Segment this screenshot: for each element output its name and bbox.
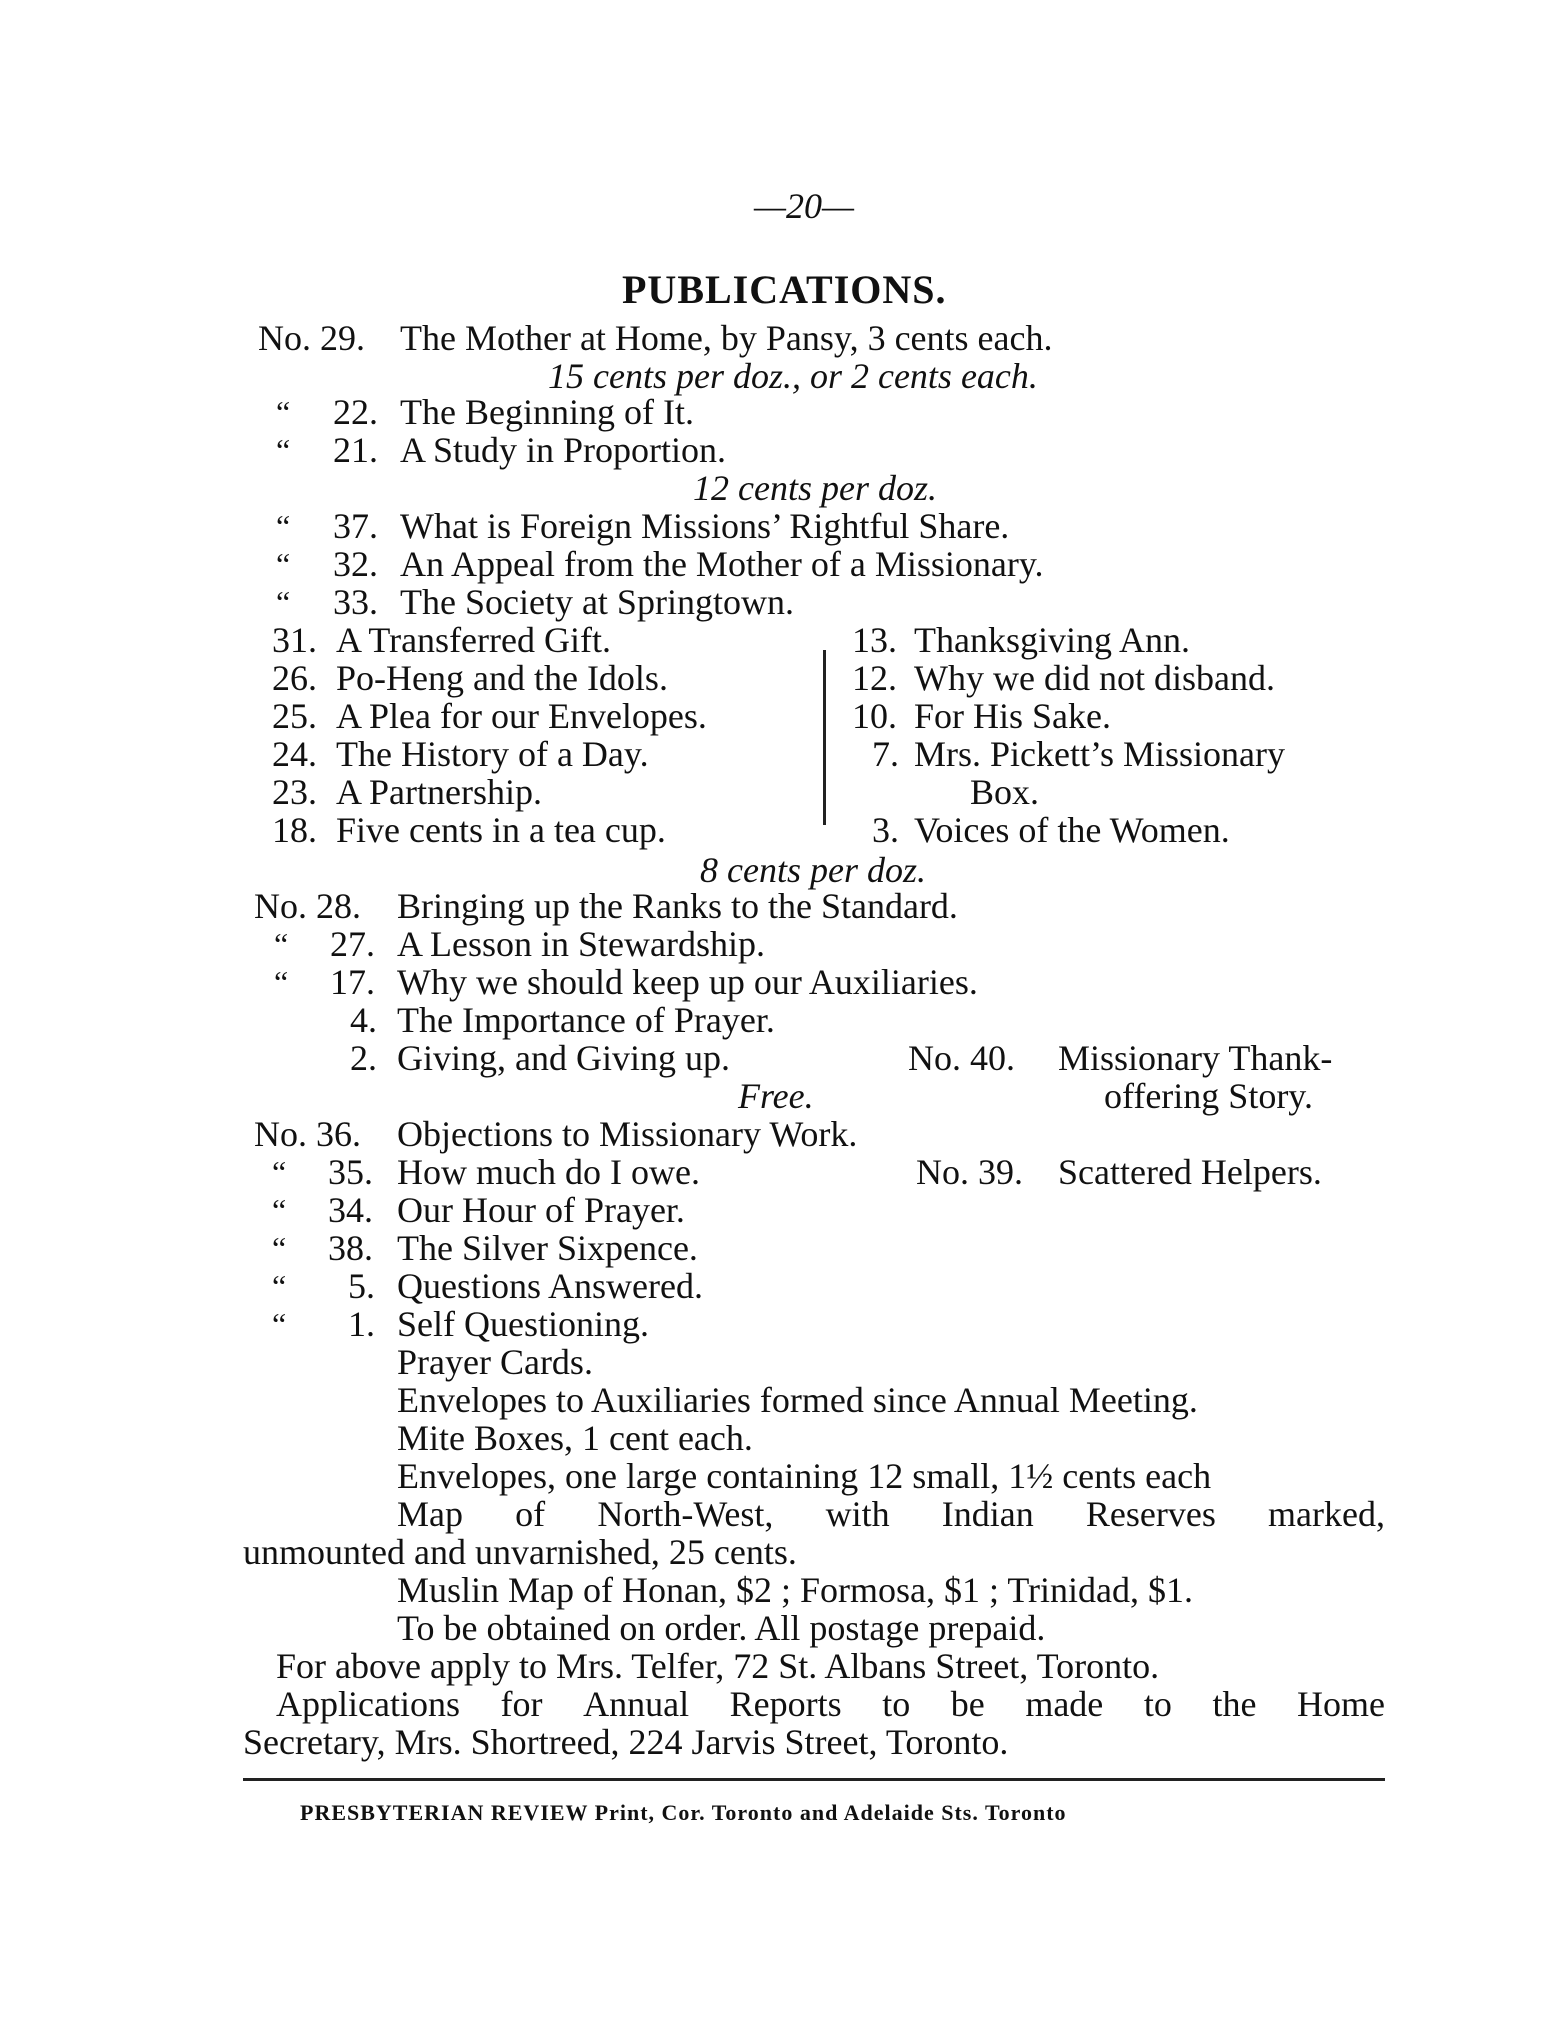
price-heading: 12 cents per doz. <box>693 468 937 508</box>
contact-line: For above apply to Mrs. Telfer, 72 St. Albans Street, Toronto. <box>276 1646 1160 1686</box>
list-item: 17. Why we should keep up our Auxiliaries. <box>330 962 978 1002</box>
list-item: 25. A Plea for our Envelopes. <box>272 696 707 736</box>
list-item: No. 40. Missionary Thank- <box>908 1038 1333 1078</box>
page-number: —20— <box>754 186 855 226</box>
contact-line: Secretary, Mrs. Shortreed, 224 Jarvis Street, Toronto. <box>243 1722 1009 1762</box>
list-item: 37. What is Foreign Missions’ Rightful Share. <box>333 506 1010 546</box>
misc-item: Mite Boxes, 1 cent each. <box>397 1418 753 1458</box>
ditto-mark: “ <box>272 1306 287 1342</box>
list-item: 5. Questions Answered. <box>348 1266 703 1306</box>
list-item: 26. Po-Heng and the Idols. <box>272 658 668 698</box>
list-item: 13. Thanksgiving Ann. <box>852 620 1190 660</box>
list-item: 32. An Appeal from the Mother of a Missionary. <box>333 544 1044 584</box>
list-item: No. 29. The Mother at Home, by Pansy, 3 cents each. <box>258 318 1053 358</box>
column-divider <box>823 650 826 825</box>
ditto-mark: “ <box>272 1154 287 1190</box>
ditto-mark: “ <box>276 394 291 430</box>
list-item: 1. Self Questioning. <box>348 1304 649 1344</box>
list-item: 21. A Study in Proportion. <box>333 430 727 470</box>
list-item: 3. Voices of the Women. <box>872 810 1230 850</box>
list-item: 4. The Importance of Prayer. <box>350 1000 775 1040</box>
list-item: 24. The History of a Day. <box>272 734 649 774</box>
footer-rule <box>243 1778 1385 1781</box>
list-item: 22. The Beginning of It. <box>333 392 694 432</box>
list-item: No. 36. Objections to Missionary Work. <box>254 1114 858 1154</box>
ditto-mark: “ <box>276 432 291 468</box>
list-item: 7. Mrs. Pickett’s Missionary <box>872 734 1286 774</box>
list-item: 23. A Partnership. <box>272 772 542 812</box>
misc-item: Envelopes, one large containing 12 small, 1½ cents each <box>397 1456 1212 1496</box>
list-item-continuation: offering Story. <box>1104 1076 1313 1116</box>
page-title: PUBLICATIONS. <box>622 267 947 312</box>
list-item: 38. The Silver Sixpence. <box>328 1228 698 1268</box>
ditto-mark: “ <box>276 508 291 544</box>
list-item: 2. Giving, and Giving up. <box>350 1038 730 1078</box>
list-item: No. 28. Bringing up the Ranks to the Standard. <box>254 886 958 926</box>
misc-item: Muslin Map of Honan, $2 ; Formosa, $1 ; Trinidad, $1. <box>397 1570 1194 1610</box>
list-item: 34. Our Hour of Prayer. <box>328 1190 685 1230</box>
printer-imprint: PRESBYTERIAN REVIEW Print, Cor. Toronto and Adelaide Sts. Toronto <box>300 1800 1067 1825</box>
misc-item: To be obtained on order. All postage prepaid. <box>397 1608 1046 1648</box>
list-item: No. 39. Scattered Helpers. <box>916 1152 1322 1192</box>
ditto-mark: “ <box>276 584 291 620</box>
ditto-mark: “ <box>272 1192 287 1228</box>
misc-item-line: Map of North-West, with Indian Reserves marked, <box>397 1494 1385 1534</box>
list-item-continuation: Box. <box>970 772 1040 812</box>
list-item: 12. Why we did not disband. <box>852 658 1275 698</box>
list-item: 35. How much do I owe. <box>328 1152 700 1192</box>
list-item: 31. A Transferred Gift. <box>272 620 611 660</box>
ditto-mark: “ <box>274 964 289 1000</box>
price-heading: Free. <box>738 1076 814 1116</box>
misc-item-continuation: unmounted and unvarnished, 25 cents. <box>243 1532 797 1572</box>
misc-item: Prayer Cards. <box>397 1342 593 1382</box>
ditto-mark: “ <box>274 926 289 962</box>
price-heading: 8 cents per doz. <box>700 850 926 890</box>
list-item: 27. A Lesson in Stewardship. <box>330 924 765 964</box>
contact-line: Applications for Annual Reports to be made to the Home <box>276 1684 1385 1724</box>
misc-item: Envelopes to Auxiliaries formed since Annual Meeting. <box>397 1380 1198 1420</box>
ditto-mark: “ <box>276 546 291 582</box>
ditto-mark: “ <box>272 1230 287 1266</box>
ditto-mark: “ <box>272 1268 287 1304</box>
list-item: 10. For His Sake. <box>852 696 1111 736</box>
list-item: 18. Five cents in a tea cup. <box>272 810 666 850</box>
price-heading: 15 cents per doz., or 2 cents each. <box>548 356 1038 396</box>
list-item: 33. The Society at Springtown. <box>333 582 794 622</box>
